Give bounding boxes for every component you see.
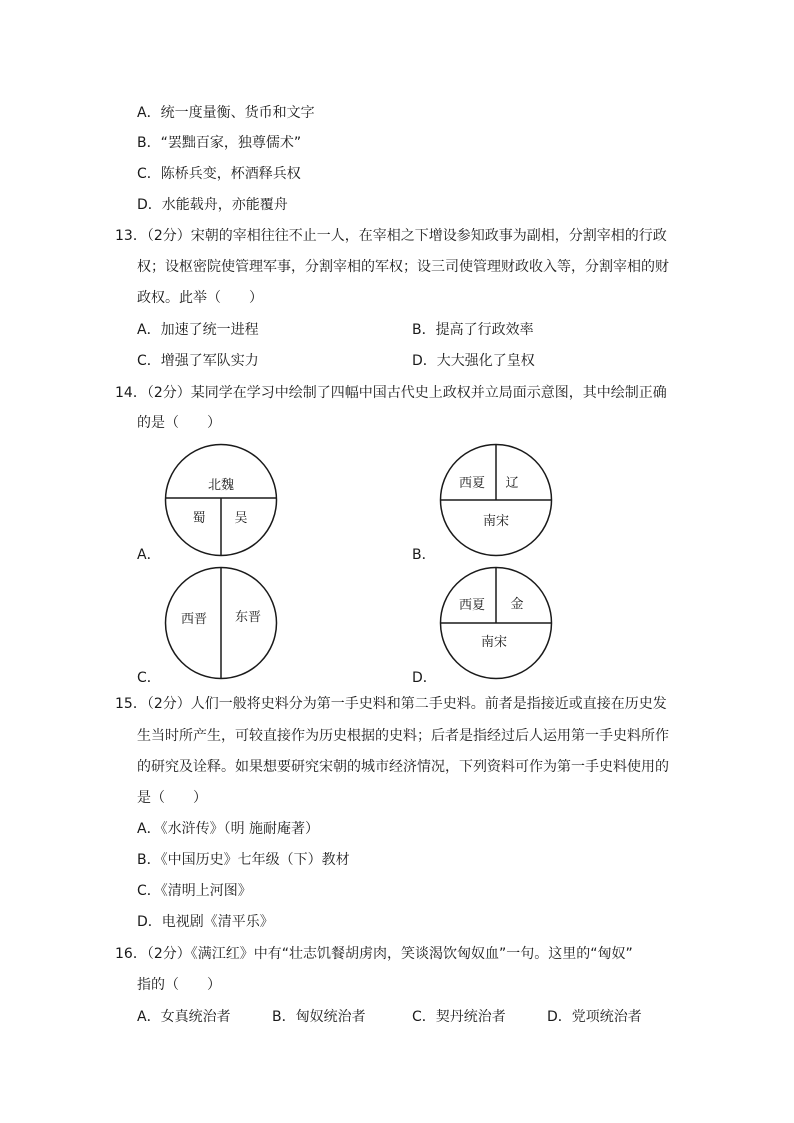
diagram-a-label-top: 北魏: [207, 478, 235, 493]
diagram-b-label-top-right: 辽: [505, 476, 519, 491]
q14-diagram-d-letter: D．: [412, 670, 437, 686]
q12-option-d: D．水能载舟，亦能覆舟: [137, 197, 288, 213]
q16-stem-line-2: 指的（ ）: [137, 977, 221, 993]
q15-stem-line-2: 生当时所产生，可较直接作为历史根据的史料；后者是指经过后人运用第一手史料所作: [137, 728, 669, 744]
q16-option-b: B．匈奴统治者: [272, 1009, 366, 1025]
q15-option-a: A．《水浒传》（明 施耐庵著）: [137, 821, 320, 837]
q14-diagram-c-letter: C．: [137, 670, 161, 686]
q15-option-c: C．《清明上河图》: [137, 883, 252, 899]
diagram-c-label-left: 西晋: [180, 612, 208, 627]
q15-option-d: D．电视剧《清平乐》: [137, 914, 274, 930]
q16-option-d: D．党项统治者: [547, 1009, 642, 1025]
q12-option-a: A．统一度量衡、货币和文字: [137, 105, 315, 121]
q14-stem-line-1: 14．（2分）某同学在学习中绘制了四幅中国古代史上政权并立局面示意图，其中绘制正确: [115, 385, 667, 401]
q13-stem-line-2: 权；设枢密院使管理军事，分割宰相的军权；设三司使管理财政收入等，分割宰相的财: [137, 259, 669, 275]
q15-stem-line-3: 的研究及诠释。如果想要研究宋朝的城市经济情况，下列资料可作为第一手史料使用的: [137, 759, 669, 775]
q14-diagram-c: [164, 566, 278, 680]
q14-diagram-a: [164, 443, 278, 557]
diagram-d-label-top-right: 金: [510, 597, 524, 612]
q13-stem-line-3: 政权。此举（ ）: [137, 290, 263, 306]
q14-diagram-a-letter: A．: [137, 547, 161, 563]
diagram-c-label-right: 东晋: [234, 610, 262, 625]
q13-option-a: A．加速了统一进程: [137, 322, 259, 338]
q13-option-c: C．增强了军队实力: [137, 353, 259, 369]
q13-option-b: B．提高了行政效率: [412, 322, 534, 338]
diagram-d-label-bottom: 南宋: [480, 635, 508, 650]
diagram-b-label-top-left: 西夏: [458, 476, 486, 491]
q14-diagram-b-letter: B．: [412, 547, 436, 563]
q15-stem-line-4: 是（ ）: [137, 790, 207, 806]
q15-stem-line-1: 15．（2分）人们一般将史料分为第一手史料和第二手史料。前者是指接近或直接在历史发: [115, 696, 667, 712]
q12-option-c: C．陈桥兵变，杯酒释兵权: [137, 166, 301, 182]
diagram-b-label-bottom: 南宋: [482, 514, 510, 529]
q16-option-c: C．契丹统治者: [412, 1009, 506, 1025]
diagram-a-label-bottom-right: 吴: [234, 511, 248, 526]
q16-option-a: A．女真统治者: [137, 1009, 231, 1025]
q12-option-b: B．“罢黜百家，独尊儒术”: [137, 135, 302, 151]
q14-diagram-b: [439, 443, 553, 557]
q14-diagram-d: [439, 566, 553, 680]
q13-stem-line-1: 13．（2分）宋朝的宰相往往不止一人，在宰相之下增设参知政事为副相，分割宰相的行政: [115, 228, 667, 244]
diagram-a-label-bottom-left: 蜀: [192, 511, 206, 526]
q13-option-d: D．大大强化了皇权: [412, 353, 535, 369]
q14-stem-line-2: 的是（ ）: [137, 415, 221, 431]
diagram-d-label-top-left: 西夏: [458, 598, 486, 613]
q15-option-b: B．《中国历史》七年级（下）教材: [137, 852, 350, 868]
q16-stem-line-1: 16．（2分）《满江红》中有“壮志饥餐胡虏肉，笑谈渴饮匈奴血”一句。这里的“匈奴”: [115, 946, 633, 962]
